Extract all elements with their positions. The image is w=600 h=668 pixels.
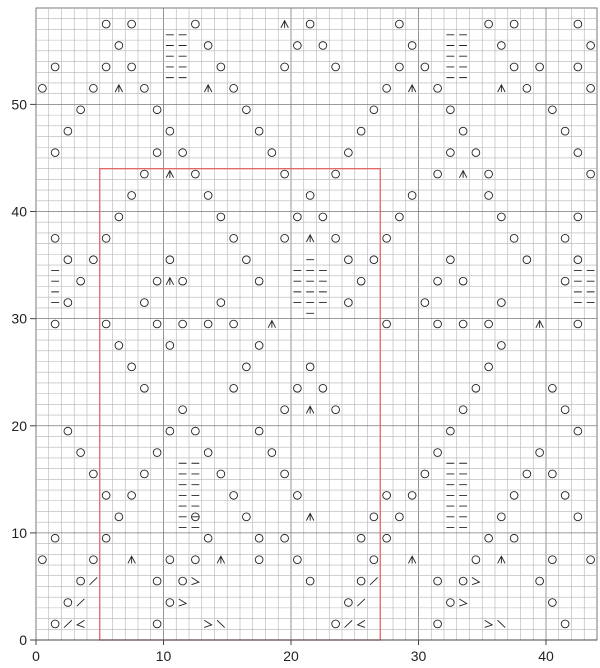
- y-tick-label: 20: [11, 417, 27, 434]
- y-tick-label: 50: [11, 96, 27, 113]
- y-tick-label: 40: [11, 203, 27, 220]
- x-tick-label: 0: [32, 648, 40, 664]
- y-axis: [11, 96, 36, 648]
- x-tick-label: 20: [283, 648, 299, 664]
- x-tick-label: 40: [538, 648, 554, 664]
- x-tick-label: 10: [155, 648, 172, 664]
- y-tick-label: 0: [19, 632, 27, 648]
- x-axis: [32, 640, 597, 664]
- x-tick-label: 30: [410, 648, 427, 664]
- y-tick-label: 10: [11, 524, 27, 541]
- chart-grid: [36, 8, 597, 640]
- y-tick-label: 30: [11, 310, 27, 327]
